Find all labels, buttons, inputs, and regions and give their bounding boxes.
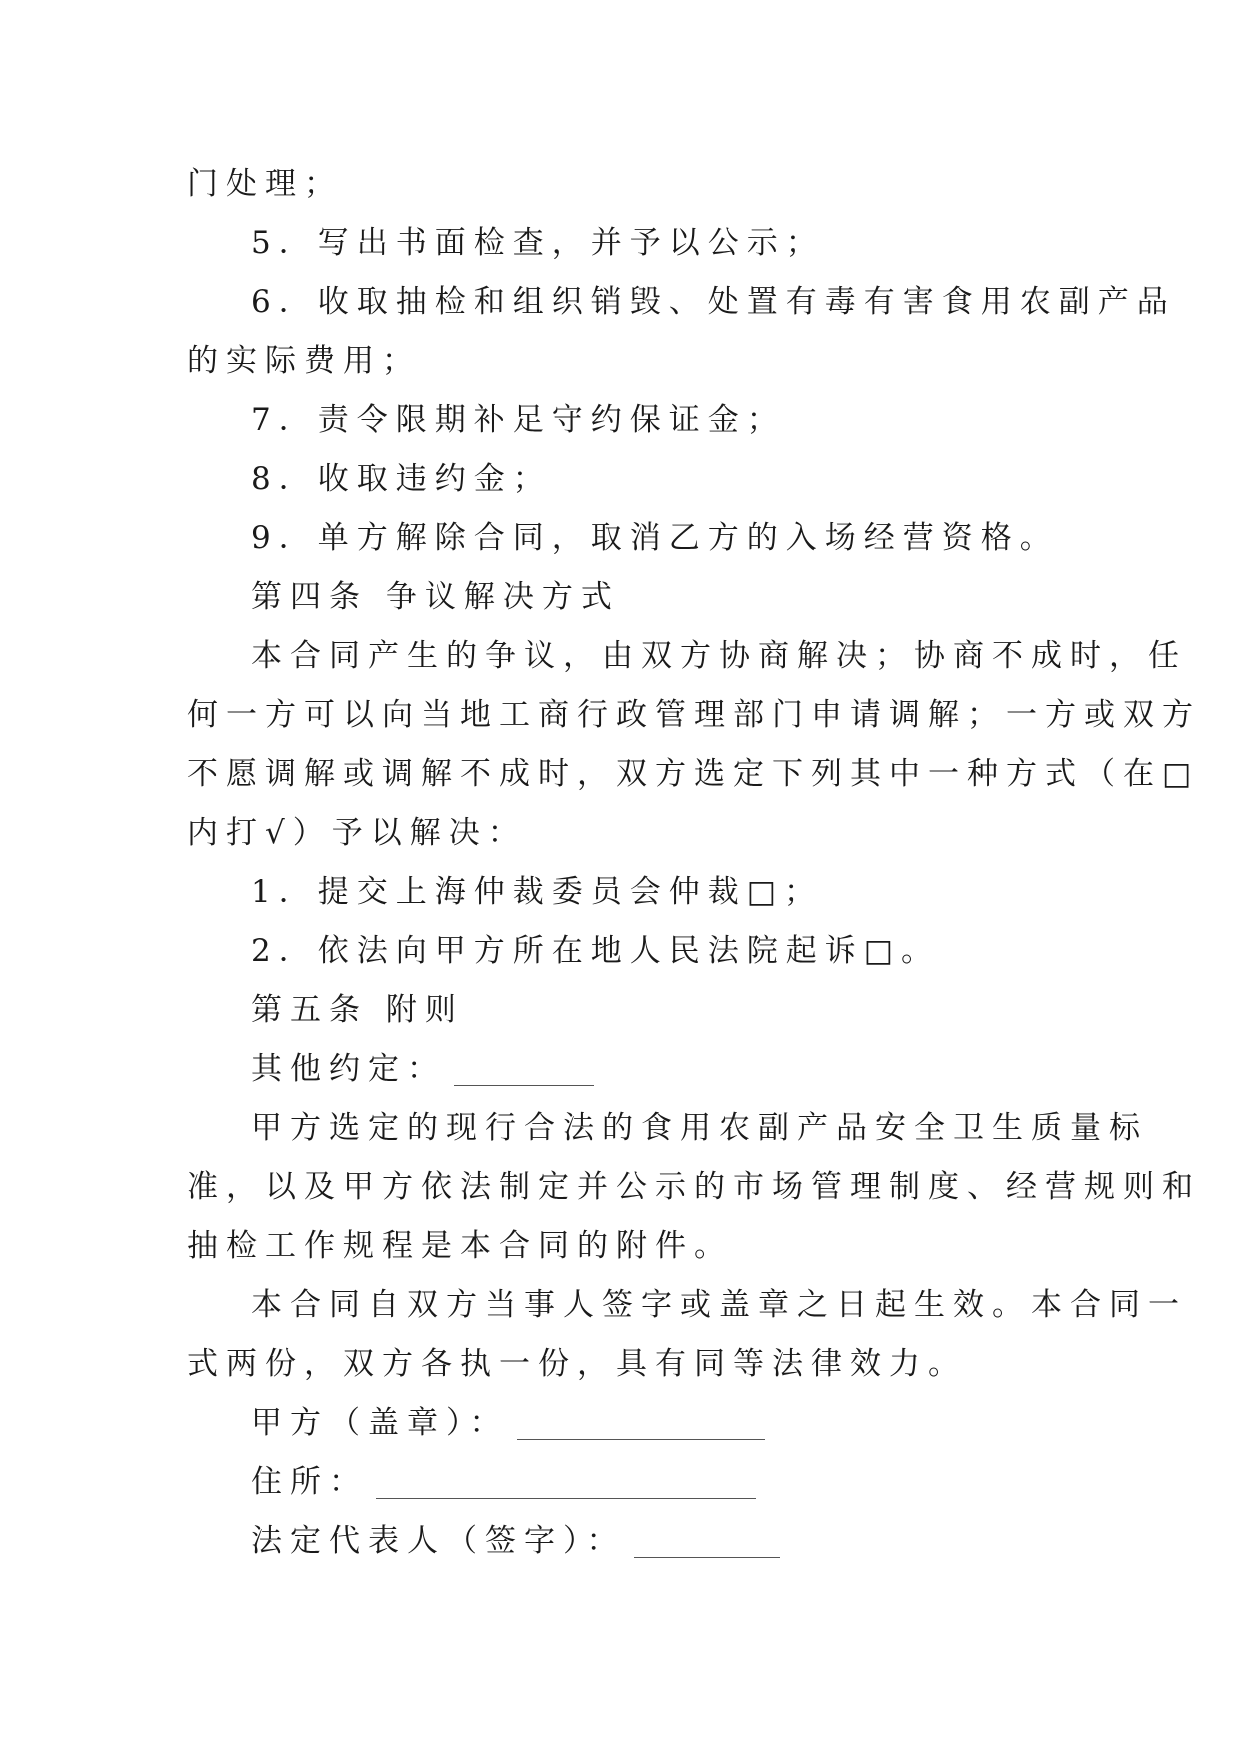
party-a-seal-label: 甲方（盖章）： [251,1405,509,1441]
option-arbitration: 1．提交上海仲裁委员会仲裁□； [251,874,824,910]
paragraph-annex-line-3: 抽检工作规程是本合同的附件。 [187,1228,733,1264]
paragraph-dispute-line-2: 何一方可以向当地工商行政管理部门申请调解；一方或双方 [187,697,1201,733]
paragraph-effect-line-2: 式两份，双方各执一份，具有同等法律效力。 [187,1346,967,1382]
party-a-seal-blank [517,1409,765,1440]
paragraph-dispute-line-3: 不愿调解或调解不成时，双方选定下列其中一种方式（在□ [187,756,1200,792]
other-agreement-row [187,1040,1059,1099]
party-a-seal-row [187,1394,1059,1453]
clause-item-6-cont: 的实际费用； [187,343,421,379]
other-agreement-label: 其他约定： [251,1051,446,1087]
address-label: 住所： [251,1464,368,1500]
paragraph-dispute-line-1: 本合同产生的争议，由双方协商解决；协商不成时，任 [251,638,1187,674]
paragraph-effect-line-1: 本合同自双方当事人签字或盖章之日起生效。本合同一 [251,1287,1187,1323]
clause-item-8: 8．收取违约金； [251,461,552,497]
other-agreement-blank [454,1055,594,1086]
clause-item-7: 7．责令限期补足守约保证金； [251,402,786,438]
clause-item-9: 9．单方解除合同，取消乙方的入场经营资格。 [251,520,1059,556]
text-line-cont: 门处理； [187,166,343,202]
paragraph-annex-line-1: 甲方选定的现行合法的食用农副产品安全卫生质量标 [251,1110,1148,1146]
document-body [187,155,1201,1571]
paragraph-dispute-line-4: 内打√）予以解决： [187,815,527,851]
section-heading-article-4: 第四条 争议解决方式 [251,579,620,615]
address-row [187,1453,1059,1512]
paragraph-annex-line-2: 准，以及甲方依法制定并公示的市场管理制度、经营规则和 [187,1169,1201,1205]
legal-rep-row [187,1512,1059,1571]
clause-item-6: 6．收取抽检和组织销毁、处置有毒有害食用农副产品 [251,284,1176,320]
section-heading-article-5: 第五条 附则 [251,992,464,1028]
address-blank [376,1468,756,1499]
clause-item-5: 5．写出书面检查，并予以公示； [251,225,825,261]
legal-rep-blank [634,1527,780,1558]
option-litigation: 2．依法向甲方所在地人民法院起诉□。 [251,933,941,969]
legal-rep-label: 法定代表人（签字）： [251,1523,626,1559]
